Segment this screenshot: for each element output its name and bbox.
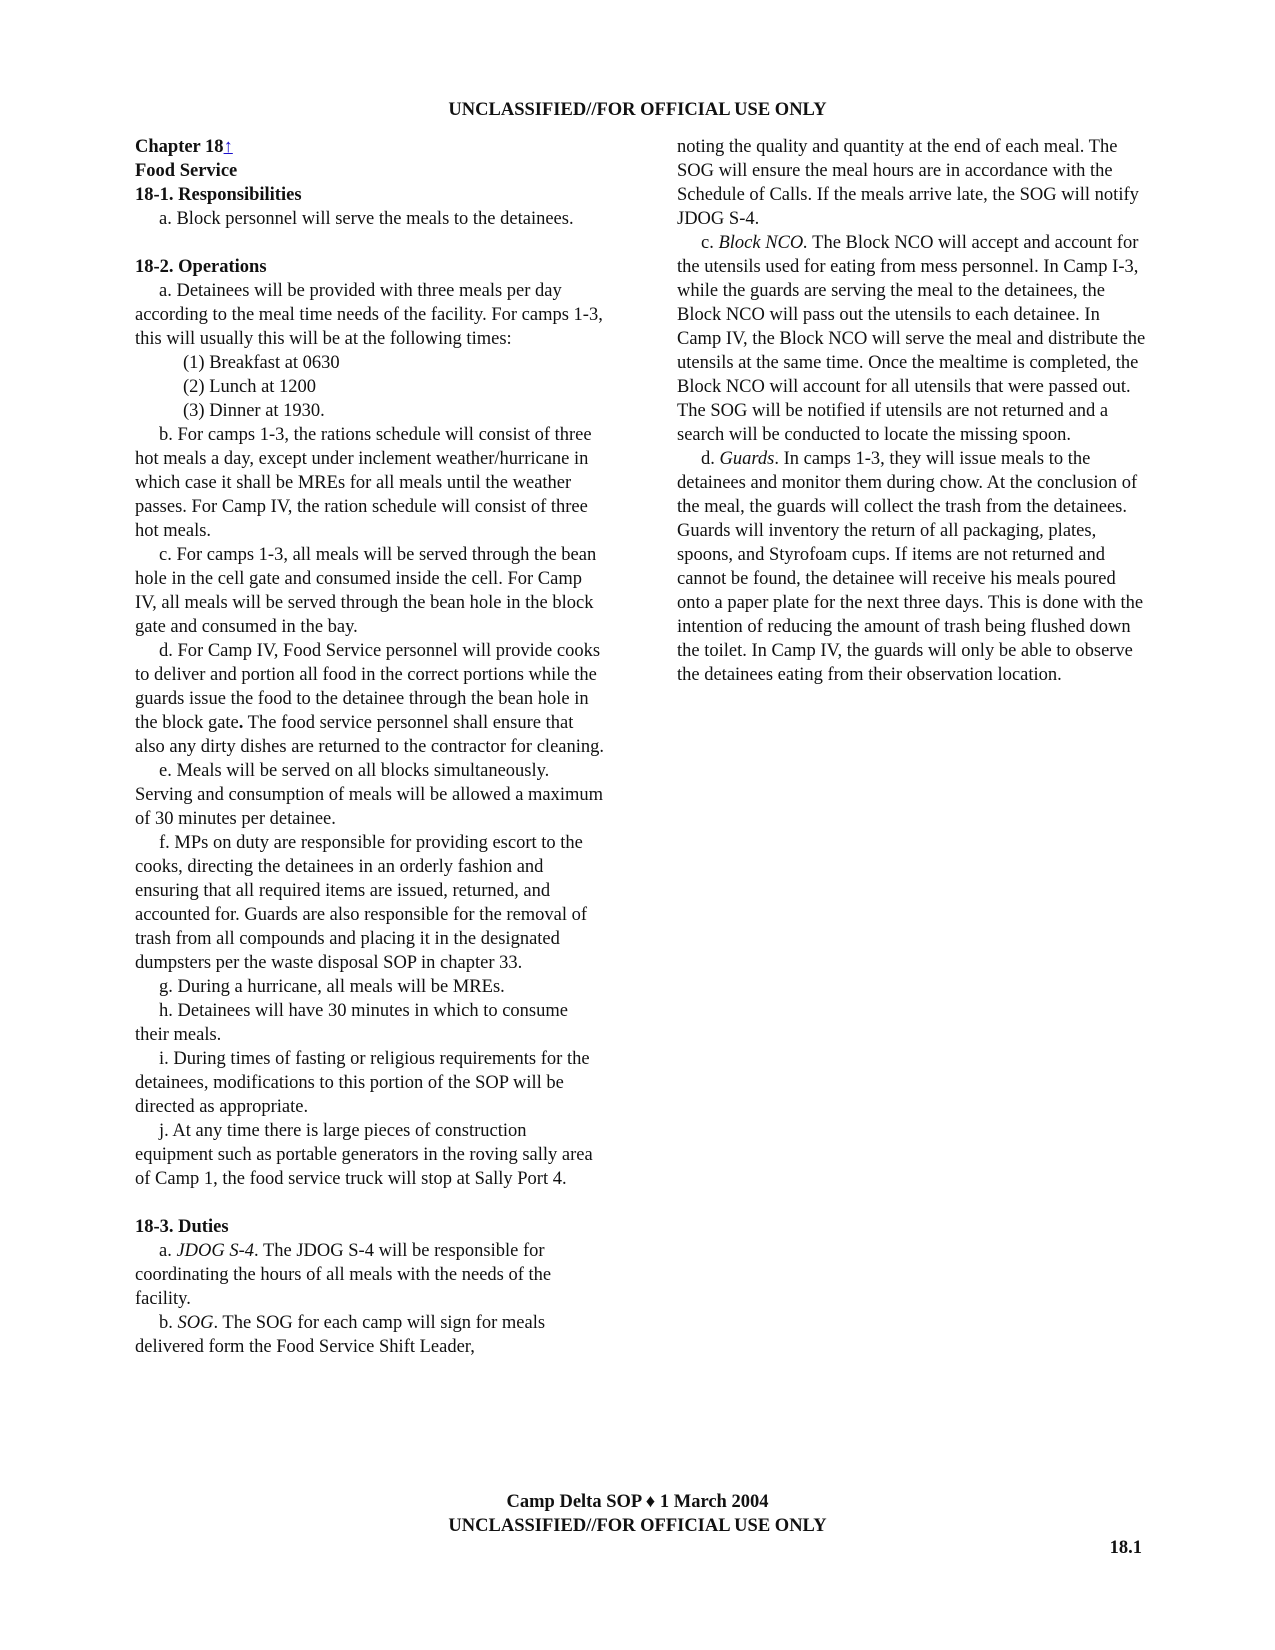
section-heading-duties: 18-3. Duties [135, 1217, 229, 1237]
paragraph-18-3-c-label: c. [701, 233, 719, 253]
paragraph-18-3-d-label: d. [701, 449, 720, 469]
paragraph-18-3-d-term: Guards [719, 449, 775, 469]
paragraph-18-3-b-text: . The SOG for each camp will sign for meals delivered form the Food Service Shift Leader, [135, 1313, 546, 1357]
left-column [135, 135, 605, 1359]
paragraph-18-2-g: g. During a hurricane, all meals will be MREs. [159, 977, 505, 997]
paragraph-18-2-d-part1: d. For Camp IV, Food Service personnel will provide cooks to deliver and portion all food in the correct portions while the guards issue the food to the detainee through the bean hole in the block gate [135, 641, 601, 733]
paragraph-18-2-a: a. Detainees will be provided with three meals per day according to the meal time needs of the facility. For camps 1-3, this will usually this will be at the following times: [135, 281, 603, 349]
paragraph-18-3-c-text: The Block NCO will accept and account for the utensils used for eating from mess personnel. In Camp I-3, while the guards are serving the meal to the detainees, the Block NCO will pass out the utensils to each detainee. In Camp IV, the Block NCO will serve the meal and distribute the utensils at the same time. Once the mealtime is completed, the Block NCO will account for all utensils that were passed out. The SOG will be notified if utensils are not returned and a search will be conducted to locate the missing spoon. [677, 233, 1146, 445]
paragraph-18-2-f: f. MPs on duty are responsible for providing escort to the cooks, directing the detainees in an orderly fashion and ensuring that all required items are issued, returned, and accounted for. Guards are also responsible for the removal of trash from all compounds and placing it in the designated dumpsters per the waste disposal SOP in chapter 33. [135, 833, 588, 973]
paragraph-18-2-j: j. At any time there is large pieces of construction equipment such as portable generators in the roving sally area of Camp 1, the food service truck will stop at Sally Port 4. [135, 1121, 593, 1189]
section-heading-operations: 18-2. Operations [135, 257, 267, 277]
paragraph-18-2-h: h. Detainees will have 30 minutes in which to consume their meals. [135, 1001, 568, 1045]
chapter-number: Chapter 18 [135, 137, 224, 157]
paragraph-18-3-b-continued: noting the quality and quantity at the end of each meal. The SOG will ensure the meal hours are in accordance with the Schedule of Calls. If the meals arrive late, the SOG will notify JDOG S-4. [677, 137, 1139, 229]
page-number: 18.1 [1109, 1538, 1142, 1558]
paragraph-18-3-a-label: a. [159, 1241, 177, 1261]
chapter-heading [135, 135, 605, 159]
chapter-title: Food Service [135, 161, 238, 181]
paragraph-18-1-a: a. Block personnel will serve the meals to the detainees. [159, 209, 574, 229]
paragraph-18-2-i: i. During times of fasting or religious requirements for the detainees, modifications to this portion of the SOP will be directed as appropriate. [135, 1049, 590, 1117]
paragraph-18-3-a-term: JDOG S-4 [176, 1241, 255, 1261]
section-heading-responsibilities: 18-1. Responsibilities [135, 185, 302, 205]
paragraph-18-2-c: c. For camps 1-3, all meals will be served through the bean hole in the cell gate and consumed inside the cell. For Camp IV, all meals will be served through the bean hole in the block gate and consumed in the bay. [135, 545, 597, 637]
paragraph-18-2-e: e. Meals will be served on all blocks simultaneously. Serving and consumption of meals will be allowed a maximum of 30 minutes per detainee. [135, 761, 604, 829]
paragraph-18-3-a-text: . The JDOG S-4 will be responsible for coordinating the hours of all meals with the needs of the facility. [135, 1241, 552, 1309]
paragraph-18-3-d [677, 447, 1147, 687]
paragraph-18-3-b [135, 1311, 605, 1359]
paragraph-18-3-b-label: b. [159, 1313, 178, 1333]
paragraph-18-3-d-text: . In camps 1-3, they will issue meals to the detainees and monitor them during chow. At the conclusion of the meal, the guards will collect the trash from the detainees. Guards will inventory the return of all packaging, plates, spoons, and Styrofoam cups. If items are not returned and cannot be found, the detainee will receive his meals poured onto a paper plate for the next three days. This is done with the intention of reducing the amount of trash being flushed down the toilet. In Camp IV, the guards will only be able to observe the detainees eating from their observation location. [677, 449, 1144, 685]
meal-time-lunch: (2) Lunch at 1200 [183, 377, 317, 397]
page-footer [0, 1490, 1275, 1538]
back-to-top-link[interactable]: ↑ [223, 137, 233, 157]
paragraph-18-3-c-term: Block NCO. [718, 233, 808, 253]
classification-header: UNCLASSIFIED//FOR OFFICIAL USE ONLY [448, 100, 827, 120]
paragraph-18-2-b: b. For camps 1-3, the rations schedule will consist of three hot meals a day, except under inclement weather/hurricane in which case it shall be MREs for all meals until the weather passes. For Camp IV, the ration schedule will consist of three hot meals. [135, 425, 592, 541]
footer-document-title: Camp Delta SOP ♦ 1 March 2004 [506, 1492, 769, 1512]
right-column [677, 135, 1147, 687]
paragraph-18-3-a [135, 1239, 605, 1311]
paragraph-18-2-d-part2: The food service personnel shall ensure that also any dirty dishes are returned to the contractor for cleaning. [135, 713, 605, 757]
meal-time-breakfast: (1) Breakfast at 0630 [183, 353, 340, 373]
meal-time-dinner: (3) Dinner at 1930. [183, 401, 325, 421]
paragraph-18-2-d [135, 639, 605, 759]
paragraph-18-3-c [677, 231, 1147, 447]
paragraph-18-3-b-term: SOG [177, 1313, 214, 1333]
classification-footer: UNCLASSIFIED//FOR OFFICIAL USE ONLY [448, 1516, 827, 1536]
paragraph-18-2-d-bold-period: . [238, 713, 244, 733]
